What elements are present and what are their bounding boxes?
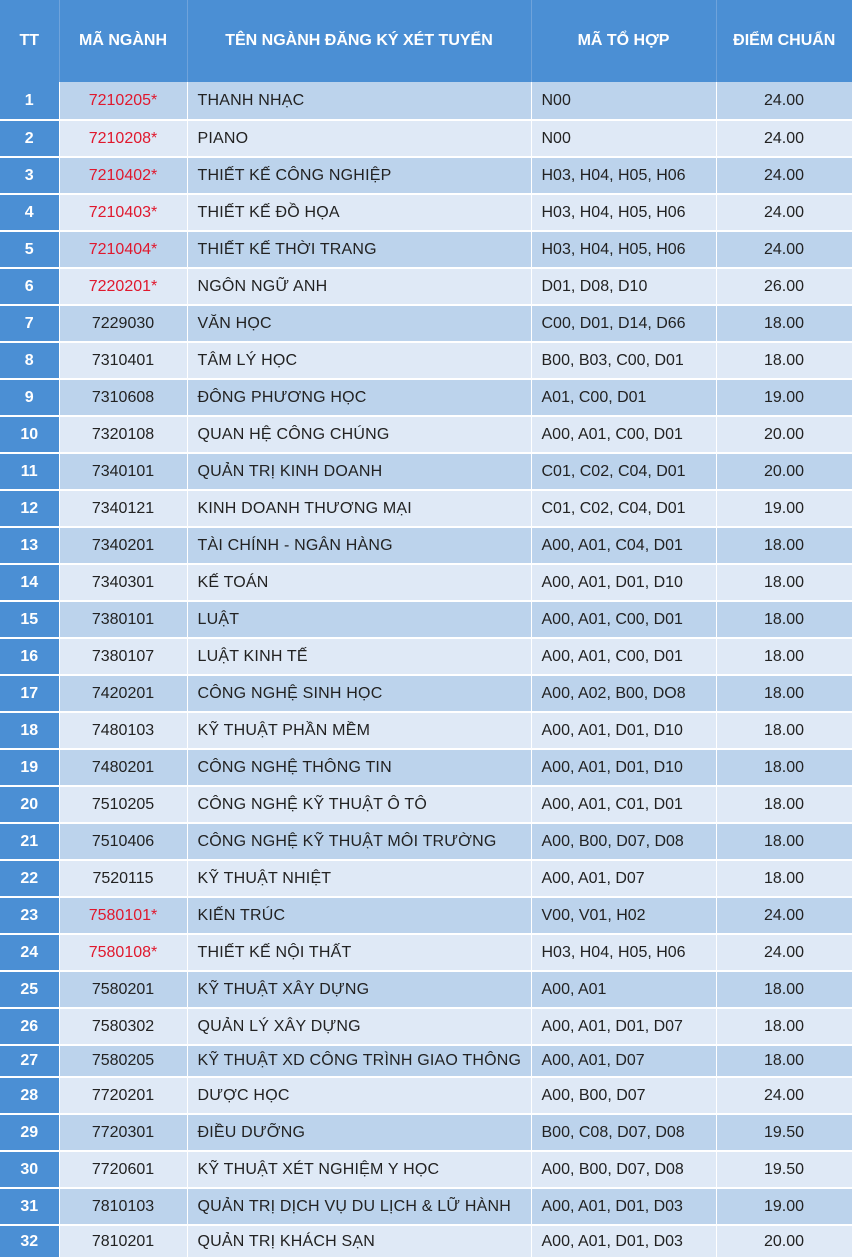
cutoff-score: 18.00 <box>716 971 852 1008</box>
cutoff-score: 18.00 <box>716 638 852 675</box>
row-number: 26 <box>0 1008 59 1045</box>
cutoff-score: 18.00 <box>716 1045 852 1077</box>
row-number: 3 <box>0 157 59 194</box>
major-code: 7480103 <box>59 712 187 749</box>
cutoff-score: 19.00 <box>716 490 852 527</box>
major-code: 7340201 <box>59 527 187 564</box>
major-name: LUẬT KINH TẾ <box>187 638 531 675</box>
cutoff-score: 24.00 <box>716 231 852 268</box>
row-number: 6 <box>0 268 59 305</box>
subject-combination: H03, H04, H05, H06 <box>531 194 716 231</box>
subject-combination: H03, H04, H05, H06 <box>531 934 716 971</box>
major-name: PIANO <box>187 120 531 157</box>
table-row <box>0 1045 852 1077</box>
cutoff-score: 19.00 <box>716 1188 852 1225</box>
table-row <box>0 749 852 786</box>
subject-combination: A00, A01, D01, D03 <box>531 1188 716 1225</box>
cutoff-score: 18.00 <box>716 1008 852 1045</box>
major-name: THIẾT KẾ CÔNG NGHIỆP <box>187 157 531 194</box>
major-name: ĐÔNG PHƯƠNG HỌC <box>187 379 531 416</box>
major-code: 7210205* <box>59 82 187 120</box>
major-name: KINH DOANH THƯƠNG MẠI <box>187 490 531 527</box>
major-name: KỸ THUẬT XÂY DỰNG <box>187 971 531 1008</box>
major-name: TÂM LÝ HỌC <box>187 342 531 379</box>
table-row <box>0 860 852 897</box>
subject-combination: A00, A01, D07 <box>531 860 716 897</box>
subject-combination: A00, A01, C00, D01 <box>531 638 716 675</box>
major-name: KỸ THUẬT XÉT NGHIỆM Y HỌC <box>187 1151 531 1188</box>
table-header <box>0 0 852 82</box>
major-name: QUẢN TRỊ KINH DOANH <box>187 453 531 490</box>
table-row <box>0 601 852 638</box>
table-row <box>0 379 852 416</box>
cutoff-score: 18.00 <box>716 860 852 897</box>
table-row <box>0 194 852 231</box>
row-number: 23 <box>0 897 59 934</box>
table-row <box>0 638 852 675</box>
cutoff-score: 24.00 <box>716 934 852 971</box>
major-code: 7229030 <box>59 305 187 342</box>
subject-combination: B00, C08, D07, D08 <box>531 1114 716 1151</box>
major-code: 7810103 <box>59 1188 187 1225</box>
cutoff-score: 18.00 <box>716 601 852 638</box>
table-row <box>0 1077 852 1114</box>
major-name: THIẾT KẾ THỜI TRANG <box>187 231 531 268</box>
table-row <box>0 453 852 490</box>
subject-combination: A00, A01 <box>531 971 716 1008</box>
major-name: KỸ THUẬT XD CÔNG TRÌNH GIAO THÔNG <box>187 1045 531 1077</box>
table-row <box>0 823 852 860</box>
table-row <box>0 971 852 1008</box>
row-number: 17 <box>0 675 59 712</box>
major-code: 7340121 <box>59 490 187 527</box>
row-number: 28 <box>0 1077 59 1114</box>
subject-combination: A00, B00, D07, D08 <box>531 823 716 860</box>
major-code: 7310401 <box>59 342 187 379</box>
cutoff-score: 20.00 <box>716 416 852 453</box>
cutoff-score: 24.00 <box>716 897 852 934</box>
header-combo: MÃ TỔ HỢP <box>531 0 716 82</box>
major-code: 7580302 <box>59 1008 187 1045</box>
subject-combination: A00, A02, B00, DO8 <box>531 675 716 712</box>
subject-combination: H03, H04, H05, H06 <box>531 231 716 268</box>
row-number: 32 <box>0 1225 59 1258</box>
header-name: TÊN NGÀNH ĐĂNG KÝ XÉT TUYỂN <box>187 0 531 82</box>
subject-combination: A00, B00, D07, D08 <box>531 1151 716 1188</box>
major-code: 7510406 <box>59 823 187 860</box>
row-number: 9 <box>0 379 59 416</box>
cutoff-score: 19.50 <box>716 1114 852 1151</box>
table-row <box>0 305 852 342</box>
subject-combination: A00, A01, D01, D10 <box>531 564 716 601</box>
subject-combination: N00 <box>531 82 716 120</box>
major-code: 7210208* <box>59 120 187 157</box>
row-number: 24 <box>0 934 59 971</box>
cutoff-score: 24.00 <box>716 1077 852 1114</box>
cutoff-score: 18.00 <box>716 786 852 823</box>
major-code: 7380107 <box>59 638 187 675</box>
subject-combination: A00, A01, C00, D01 <box>531 601 716 638</box>
major-code: 7420201 <box>59 675 187 712</box>
major-name: KẾ TOÁN <box>187 564 531 601</box>
table-row <box>0 490 852 527</box>
major-code: 7580108* <box>59 934 187 971</box>
row-number: 31 <box>0 1188 59 1225</box>
major-name: QUẢN LÝ XÂY DỰNG <box>187 1008 531 1045</box>
row-number: 5 <box>0 231 59 268</box>
major-code: 7810201 <box>59 1225 187 1258</box>
cutoff-score: 24.00 <box>716 194 852 231</box>
major-name: CÔNG NGHỆ THÔNG TIN <box>187 749 531 786</box>
table-row <box>0 120 852 157</box>
major-name: THANH NHẠC <box>187 82 531 120</box>
subject-combination: C01, C02, C04, D01 <box>531 453 716 490</box>
header-code: MÃ NGÀNH <box>59 0 187 82</box>
subject-combination: B00, B03, C00, D01 <box>531 342 716 379</box>
cutoff-score: 18.00 <box>716 823 852 860</box>
cutoff-score: 19.50 <box>716 1151 852 1188</box>
cutoff-score: 18.00 <box>716 675 852 712</box>
row-number: 14 <box>0 564 59 601</box>
row-number: 10 <box>0 416 59 453</box>
table-row <box>0 527 852 564</box>
major-name: KIẾN TRÚC <box>187 897 531 934</box>
cutoff-score: 26.00 <box>716 268 852 305</box>
header-row <box>0 0 852 82</box>
cutoff-score: 18.00 <box>716 342 852 379</box>
header-score: ĐIỂM CHUẨN <box>716 0 852 82</box>
subject-combination: A00, A01, D01, D07 <box>531 1008 716 1045</box>
subject-combination: A00, A01, D01, D10 <box>531 749 716 786</box>
major-name: KỸ THUẬT PHẦN MỀM <box>187 712 531 749</box>
major-name: NGÔN NGỮ ANH <box>187 268 531 305</box>
row-number: 2 <box>0 120 59 157</box>
row-number: 8 <box>0 342 59 379</box>
subject-combination: C01, C02, C04, D01 <box>531 490 716 527</box>
row-number: 16 <box>0 638 59 675</box>
row-number: 30 <box>0 1151 59 1188</box>
major-code: 7580101* <box>59 897 187 934</box>
table-row <box>0 712 852 749</box>
row-number: 13 <box>0 527 59 564</box>
row-number: 19 <box>0 749 59 786</box>
major-code: 7310608 <box>59 379 187 416</box>
table-row <box>0 82 852 120</box>
major-name: LUẬT <box>187 601 531 638</box>
row-number: 25 <box>0 971 59 1008</box>
cutoff-score: 24.00 <box>716 157 852 194</box>
table-row <box>0 268 852 305</box>
major-code: 7210402* <box>59 157 187 194</box>
major-name: ĐIỀU DƯỠNG <box>187 1114 531 1151</box>
subject-combination: C00, D01, D14, D66 <box>531 305 716 342</box>
major-code: 7340101 <box>59 453 187 490</box>
subject-combination: V00, V01, H02 <box>531 897 716 934</box>
row-number: 21 <box>0 823 59 860</box>
major-name: QUẢN TRỊ KHÁCH SẠN <box>187 1225 531 1258</box>
major-code: 7720601 <box>59 1151 187 1188</box>
table-row <box>0 157 852 194</box>
major-code: 7720301 <box>59 1114 187 1151</box>
subject-combination: A00, A01, C01, D01 <box>531 786 716 823</box>
subject-combination: A00, A01, C00, D01 <box>531 416 716 453</box>
major-name: CÔNG NGHỆ SINH HỌC <box>187 675 531 712</box>
subject-combination: A00, A01, D01, D03 <box>531 1225 716 1258</box>
cutoff-score: 18.00 <box>716 527 852 564</box>
row-number: 29 <box>0 1114 59 1151</box>
row-number: 22 <box>0 860 59 897</box>
subject-combination: A00, A01, D01, D10 <box>531 712 716 749</box>
major-code: 7720201 <box>59 1077 187 1114</box>
cutoff-score: 24.00 <box>716 120 852 157</box>
major-code: 7220201* <box>59 268 187 305</box>
subject-combination: H03, H04, H05, H06 <box>531 157 716 194</box>
row-number: 1 <box>0 82 59 120</box>
major-code: 7320108 <box>59 416 187 453</box>
cutoff-score: 20.00 <box>716 453 852 490</box>
cutoff-score: 24.00 <box>716 82 852 120</box>
major-code: 7580201 <box>59 971 187 1008</box>
row-number: 7 <box>0 305 59 342</box>
table-row <box>0 231 852 268</box>
table-row <box>0 1188 852 1225</box>
table-row <box>0 786 852 823</box>
table-row <box>0 342 852 379</box>
cutoff-score: 18.00 <box>716 305 852 342</box>
cutoff-score: 18.00 <box>716 712 852 749</box>
table-row <box>0 564 852 601</box>
table-row <box>0 1151 852 1188</box>
subject-combination: N00 <box>531 120 716 157</box>
subject-combination: D01, D08, D10 <box>531 268 716 305</box>
major-name: DƯỢC HỌC <box>187 1077 531 1114</box>
row-number: 15 <box>0 601 59 638</box>
row-number: 20 <box>0 786 59 823</box>
row-number: 12 <box>0 490 59 527</box>
row-number: 4 <box>0 194 59 231</box>
major-name: THIẾT KẾ ĐỒ HỌA <box>187 194 531 231</box>
major-name: THIẾT KẾ NỘI THẤT <box>187 934 531 971</box>
subject-combination: A00, B00, D07 <box>531 1077 716 1114</box>
cutoff-score: 18.00 <box>716 564 852 601</box>
row-number: 11 <box>0 453 59 490</box>
table-row <box>0 1008 852 1045</box>
row-number: 27 <box>0 1045 59 1077</box>
major-name: KỸ THUẬT NHIỆT <box>187 860 531 897</box>
cutoff-score: 20.00 <box>716 1225 852 1258</box>
table-row <box>0 675 852 712</box>
header-tt: TT <box>0 0 59 82</box>
table-row <box>0 897 852 934</box>
row-number: 18 <box>0 712 59 749</box>
table-row <box>0 1114 852 1151</box>
table-body <box>0 82 852 1258</box>
major-code: 7510205 <box>59 786 187 823</box>
major-name: VĂN HỌC <box>187 305 531 342</box>
major-name: QUAN HỆ CÔNG CHÚNG <box>187 416 531 453</box>
cutoff-score: 19.00 <box>716 379 852 416</box>
major-code: 7210403* <box>59 194 187 231</box>
major-name: CÔNG NGHỆ KỸ THUẬT Ô TÔ <box>187 786 531 823</box>
major-code: 7580205 <box>59 1045 187 1077</box>
major-code: 7480201 <box>59 749 187 786</box>
table-row <box>0 1225 852 1258</box>
major-code: 7340301 <box>59 564 187 601</box>
major-code: 7520115 <box>59 860 187 897</box>
cutoff-score: 18.00 <box>716 749 852 786</box>
major-code: 7210404* <box>59 231 187 268</box>
major-name: CÔNG NGHỆ KỸ THUẬT MÔI TRƯỜNG <box>187 823 531 860</box>
table-row <box>0 416 852 453</box>
major-name: QUẢN TRỊ DỊCH VỤ DU LỊCH & LỮ HÀNH <box>187 1188 531 1225</box>
subject-combination: A00, A01, D07 <box>531 1045 716 1077</box>
subject-combination: A00, A01, C04, D01 <box>531 527 716 564</box>
major-name: TÀI CHÍNH - NGÂN HÀNG <box>187 527 531 564</box>
table-row <box>0 934 852 971</box>
major-code: 7380101 <box>59 601 187 638</box>
subject-combination: A01, C00, D01 <box>531 379 716 416</box>
